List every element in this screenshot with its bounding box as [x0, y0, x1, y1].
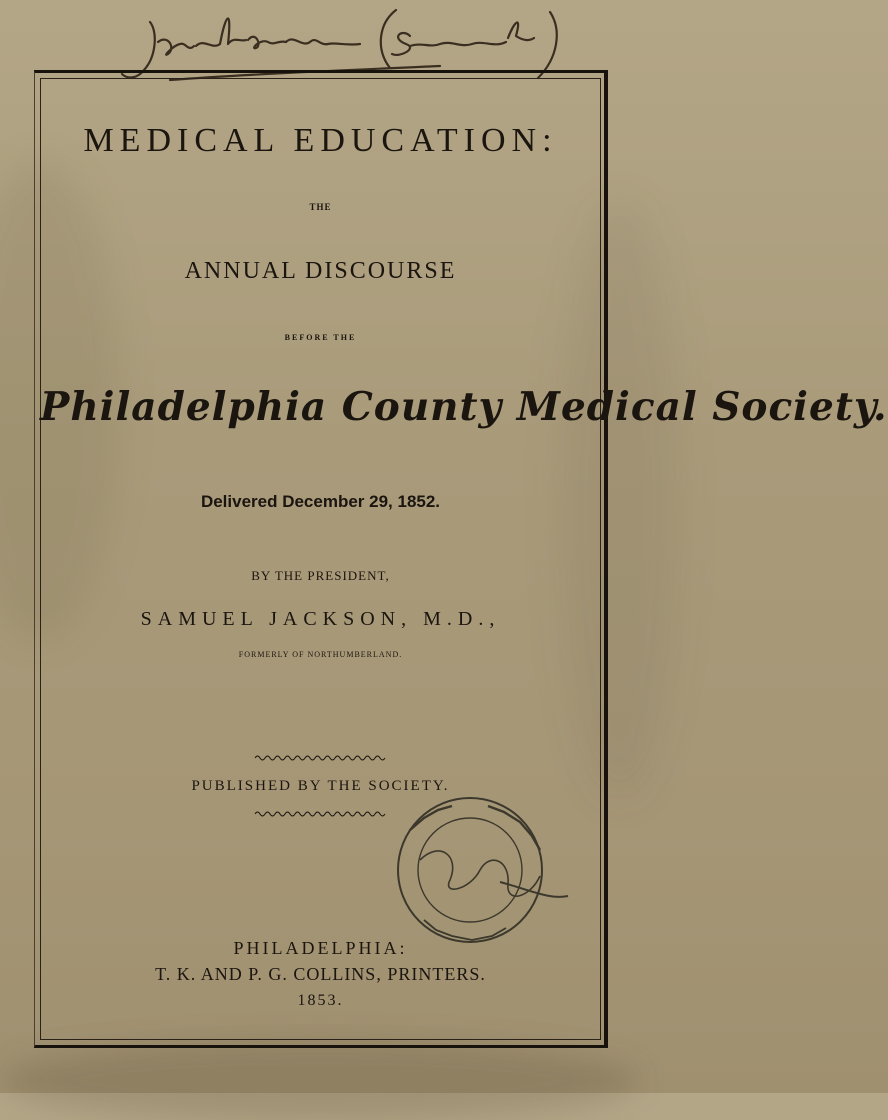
discourse-title: ANNUAL DISCOURSE	[184, 258, 457, 284]
city-line: PHILADELPHIA:	[233, 938, 408, 958]
before-label: BEFORE THE	[284, 333, 357, 342]
author-note: FORMERLY OF NORTHUMBERLAND.	[238, 650, 403, 659]
paper-stain	[0, 1040, 640, 1120]
wavy-rule-top	[255, 754, 385, 762]
printer-line: T. K. AND P. G. COLLINS, PRINTERS.	[155, 964, 486, 984]
year-line: 1853.	[297, 992, 344, 1009]
main-title: MEDICAL EDUCATION:	[83, 122, 558, 159]
by-line: BY THE PRESIDENT,	[251, 568, 390, 583]
publisher-line: PUBLISHED BY THE SOCIETY.	[191, 778, 450, 794]
the-label: THE	[309, 202, 332, 212]
wavy-rule-bottom	[255, 810, 385, 818]
delivered-line: Delivered December 29, 1852.	[200, 492, 441, 511]
society-name: Philadelphia County Medical Society.	[40, 384, 888, 430]
author-name: SAMUEL JACKSON, M.D.,	[140, 608, 501, 630]
